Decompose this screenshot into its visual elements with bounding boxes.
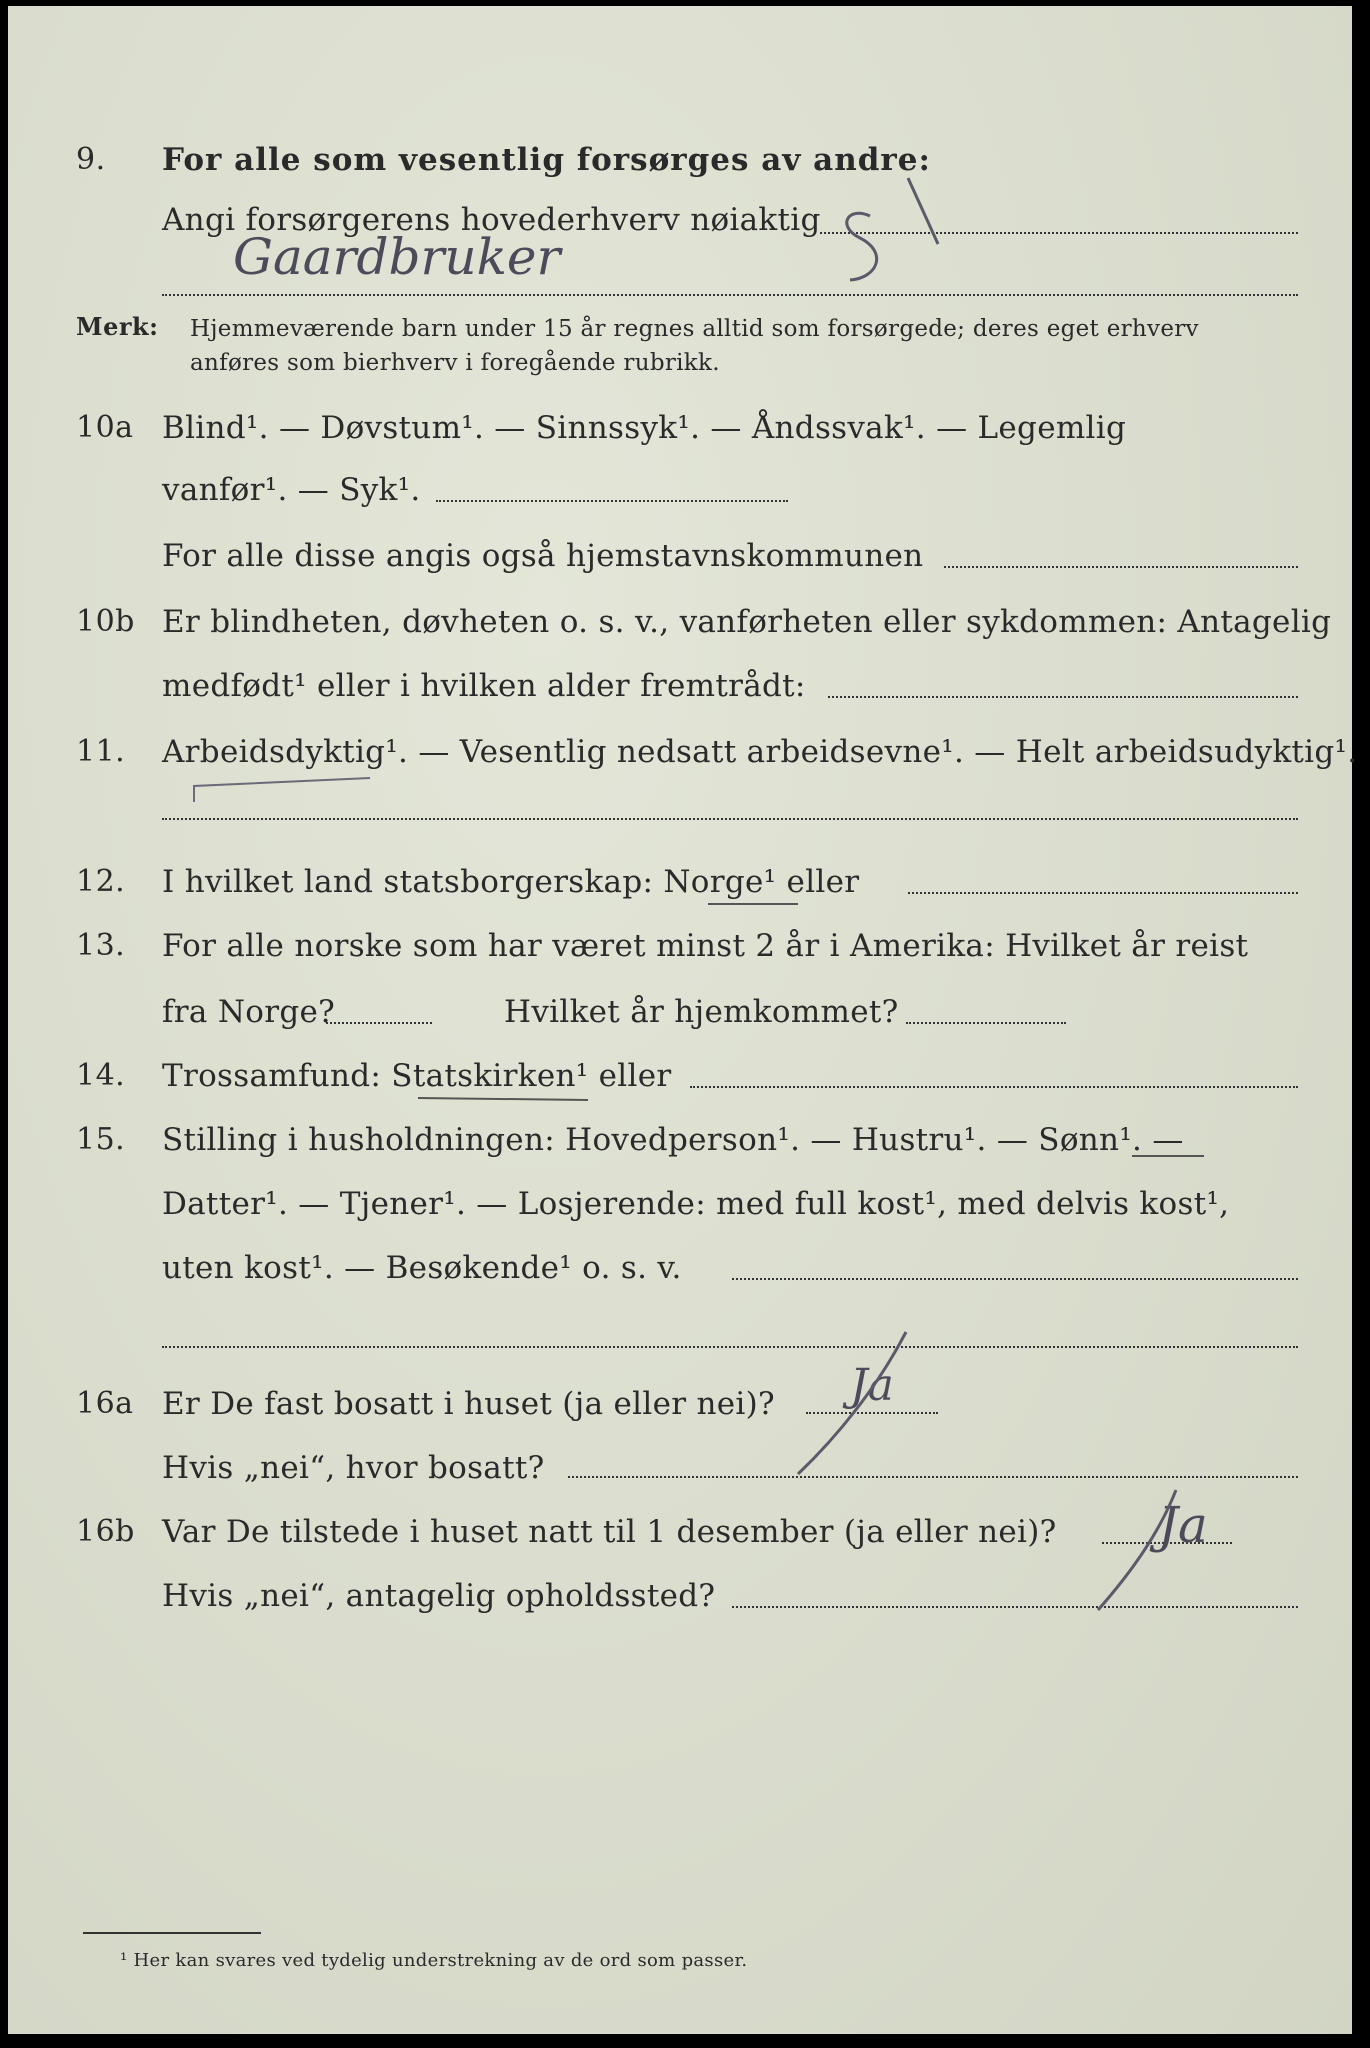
q10a-line-3: For alle disse angis også hjemstavnskommunen	[162, 538, 924, 574]
q10a-line-2: vanfør¹. — Syk¹.	[162, 472, 421, 508]
q14-line-1: Trossamfund: Statskirken¹ eller	[162, 1058, 672, 1094]
q15-line-1: Stilling i husholdningen: Hovedperson¹. — Hustru¹. — Sønn¹. —	[162, 1122, 1184, 1158]
q10b-line-2: medfødt¹ eller i hvilken alder fremtrådt:	[162, 668, 806, 704]
q10b-line-1: Er blindheten, døvheten o. s. v., vanførheten eller sykdommen: Antagelig	[162, 604, 1332, 640]
q10b-number: 10b	[76, 604, 135, 639]
note-label: Merk:	[76, 312, 159, 341]
q12-number: 12.	[76, 864, 126, 899]
q13-line-1: For alle norske som har været minst 2 år i Amerika: Hvilket år reist	[162, 928, 1249, 964]
q16a-handwritten-answer: Ja	[850, 1360, 894, 1411]
q16a-line-1: Er De fast bosatt i huset (ja eller nei)?	[162, 1386, 775, 1422]
q9-sub-question: Angi forsørgerens hovederhverv nøiaktig	[162, 202, 821, 238]
census-form-page	[8, 6, 1358, 2034]
q11-line-1: Arbeidsdyktig¹. — Vesentlig nedsatt arbeidsevne¹. — Helt arbeidsudyktig¹.	[162, 734, 1358, 770]
q15-line-2: Datter¹. — Tjener¹. — Losjerende: med full kost¹, med delvis kost¹,	[162, 1186, 1230, 1222]
q11-number: 11.	[76, 734, 126, 769]
q13-line-2b: Hvilket år hjemkommet?	[504, 994, 899, 1030]
q16b-handwritten-answer: Ja	[1158, 1496, 1208, 1554]
q16a-line-2: Hvis „nei“, hvor bosatt?	[162, 1450, 545, 1486]
q9-question: For alle som vesentlig forsørges av andre:	[162, 142, 931, 178]
q16b-line-1: Var De tilstede i huset natt til 1 desember (ja eller nei)?	[162, 1514, 1057, 1550]
q16b-number: 16b	[76, 1514, 135, 1549]
q15-number: 15.	[76, 1122, 126, 1157]
q13-line-2a: fra Norge?	[162, 994, 336, 1030]
q10a-number: 10a	[76, 410, 134, 445]
q16b-line-2: Hvis „nei“, antagelig opholdssted?	[162, 1578, 716, 1614]
footnote-text: ¹ Her kan svares ved tydelig understrekning av de ord som passer.	[120, 1950, 748, 1971]
q13-number: 13.	[76, 928, 126, 963]
q12-line-1: I hvilket land statsborgerskap: Norge¹ eller	[162, 864, 860, 900]
q16a-number: 16a	[76, 1386, 134, 1421]
note-line-2: anføres som bierhverv i foregående rubrikk.	[190, 350, 720, 376]
footnote-divider	[83, 1932, 261, 1934]
note-line-1: Hjemmeværende barn under 15 år regnes alltid som forsørgede; deres eget erhverv	[190, 316, 1199, 342]
q9-handwritten-answer: Gaardbruker	[233, 228, 561, 286]
q10a-line-1: Blind¹. — Døvstum¹. — Sinnssyk¹. — Åndssvak¹. — Legemlig	[162, 410, 1127, 446]
pen-marks	[8, 6, 1352, 2034]
q9-number: 9.	[76, 142, 106, 177]
q15-line-3: uten kost¹. — Besøkende¹ o. s. v.	[162, 1250, 682, 1286]
q14-number: 14.	[76, 1058, 126, 1093]
